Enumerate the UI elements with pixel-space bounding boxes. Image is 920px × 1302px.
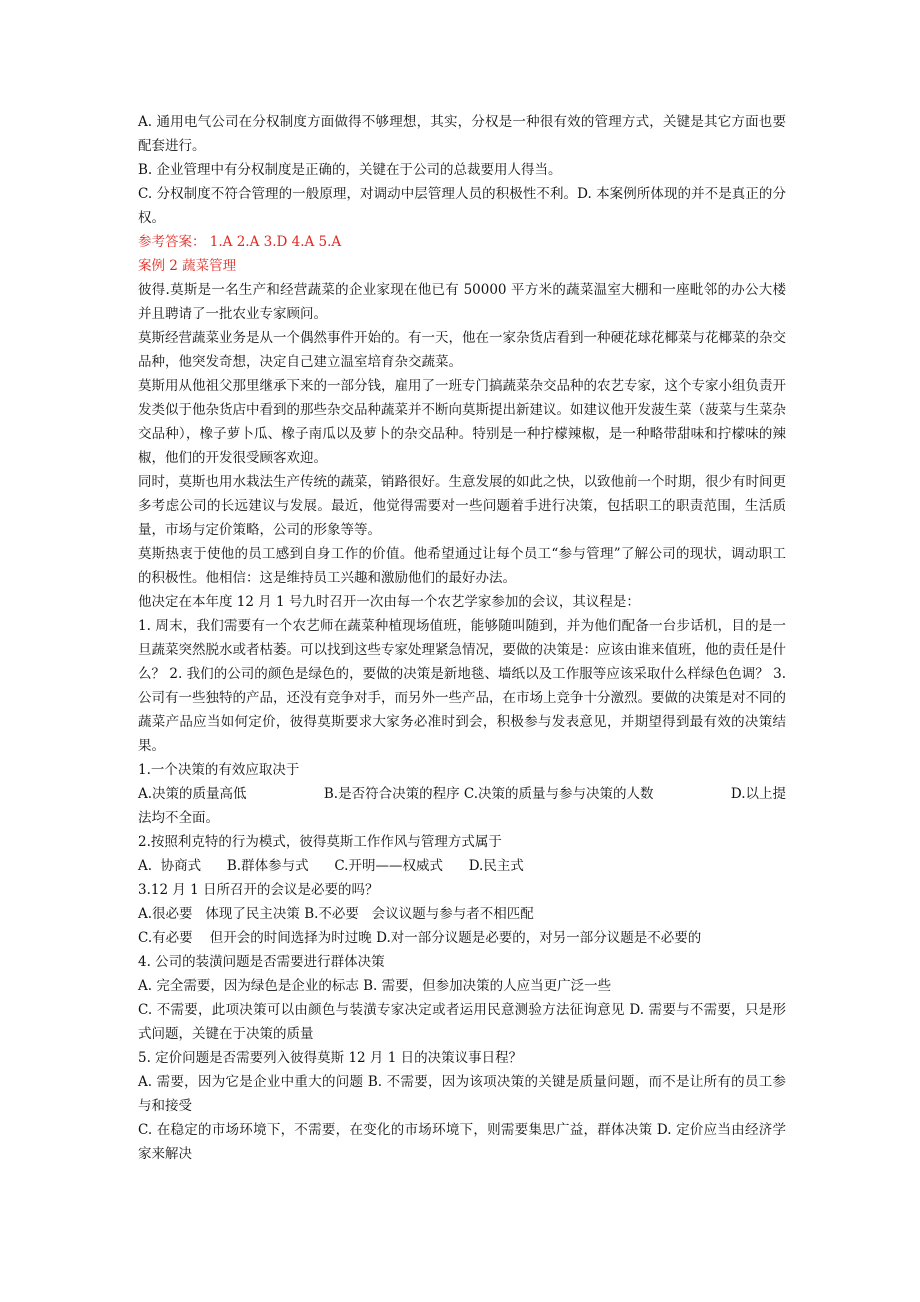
question-1-options [138, 782, 786, 806]
question-5-options-ab: A. 需要，因为它是企业中重大的问题 B. 不需要，因为该项决策的关键是质量问题，而不是让所有的员工参与和接受 [138, 1074, 786, 1114]
question-3-options-cd: C.有必要 但开会的时间选择为时过晚 D.对一部分议题是必要的，对另一部分议题是不必要的 [138, 930, 702, 946]
case2-paragraph-3: 莫斯用从他祖父那里继承下来的一部分钱，雇用了一班专门搞蔬菜杂交品种的农艺专家，这个专家小组负责开发类似于他杂货店中看到的那些杂交品种蔬菜并不断向莫斯提出新建议。如建议他开发菠生菜（菠菜与生菜杂交品种），橡子萝卜瓜、橡子南瓜以及萝卜的杂交品种。特别是一种拧檬辣椒，是一种略带甜味和拧檬味的辣椒，他们的开发很受顾客欢迎。 [138, 378, 786, 466]
case2-paragraph-5: 莫斯热衷于使他的员工感到自身工作的价值。他希望通过让每个员工“参与管理”了解公司的现状，调动职工的积极性。他相信：这是维持员工兴趣和激励他们的最好办法。 [138, 546, 786, 586]
question-1-stem: 1.一个决策的有效应取决于 [138, 762, 300, 778]
question-5-stem: 5. 定价问题是否需要列入彼得莫斯 12 月 1 日的决策议事日程？ [138, 1050, 523, 1066]
question-1-option-d-cont: 法均不全面。 [138, 810, 219, 826]
case1-option-b: B. 企业管理中有分权制度是正确的，关键在于公司的总裁要用人得当。 [138, 162, 562, 178]
case2-paragraph-1: 彼得.莫斯是一名生产和经营蔬菜的企业家现在他已有 50000 平方米的蔬菜温室大棚和一座毗邻的办公大楼并且聘请了一批农业专家顾问。 [138, 282, 786, 322]
question-4-options-cd: C. 不需要，此项决策可以由颜色与装潢专家决定或者运用民意测验方法征询意见 D. 需要与不需要，只是形式问题，关键在于决策的质量 [138, 1002, 786, 1042]
question-4-options-ab: A. 完全需要，因为绿色是企业的标志 B. 需要，但参加决策的人应当更广泛一些 [138, 978, 612, 994]
question-4-stem: 4. 公司的装潢问题是否需要进行群体决策 [138, 954, 385, 970]
case2-paragraph-2: 莫斯经营蔬菜业务是从一个偶然事件开始的。有一天，他在一家杂货店看到一种硬花球花椰菜与花椰菜的杂交品种，他突发奇想，决定自己建立温室培育杂交蔬菜。 [138, 330, 786, 370]
question-1-option-a: A.决策的质量高低 [138, 786, 247, 802]
case2-paragraph-6: 他决定在本年度 12 月 1 号九时召开一次由每一个农艺学家参加的会议，其议程是： [138, 594, 640, 610]
question-1-option-d: D.以上提 [730, 786, 786, 802]
question-3-stem: 3.12 月 1 日所召开的会议是必要的吗？ [138, 882, 379, 898]
answer-key: 参考答案： 1.A 2.A 3.D 4.A 5.A [138, 234, 342, 250]
question-3-options-ab: A.很必要 体现了民主决策 B.不必要 会议议题与参与者不相匹配 [138, 906, 534, 922]
question-2-stem: 2.按照利克特的行为模式，彼得莫斯工作作风与管理方式属于 [138, 834, 502, 850]
question-5-options-cd: C. 在稳定的市场环境下，不需要，在变化的市场环境下，则需要集思广益，群体决策 D. 定价应当由经济学家来解决 [138, 1122, 786, 1162]
case1-option-a: A. 通用电气公司在分权制度方面做得不够理想，其实，分权是一种很有效的管理方式，关键是其它方面也要配套进行。 [138, 114, 786, 154]
question-1-option-bc: B.是否符合决策的程序 C.决策的质量与参与决策的人数 [323, 786, 654, 802]
case2-agenda: 1. 周末，我们需要有一个农艺师在蔬菜种植现场值班，能够随叫随到，并为他们配备一台步话机，目的是一旦蔬菜突然脱水或者枯萎。可以找到这些专家处理紧急情况，要做的决策是：应该由谁来值班，他的责任是什么？ 2. 我们的公司的颜色是绿色的，要做的决策是新地毯、墙纸以及工作服等应该采取什么样绿色色调？ 3. 公司有一些独特的产品，还没有竞争对手，而另外一些产品，在市场上竞争十分激烈。要做的决策是对不同的蔬菜产品应当如何定价，彼得莫斯要求大家务必准时到会，积极参与发表意见，并期望得到最有效的决策结果。 [138, 618, 786, 754]
question-2-options: A. 协商式 B.群体参与式 C.开明——权威式 D.民主式 [138, 858, 524, 874]
document-page [138, 110, 786, 1166]
case2-title: 案例 2 蔬菜管理 [138, 258, 237, 274]
case2-paragraph-4: 同时，莫斯也用水栽法生产传统的蔬菜，销路很好。生意发展的如此之快，以致他前一个时期，很少有时间更多考虑公司的长远建议与发展。最近，他觉得需要对一些问题着手进行决策，包括职工的职责范围，生活质量，市场与定价策略，公司的形象等等。 [138, 474, 786, 538]
case1-option-cd: C. 分权制度不符合管理的一般原理，对调动中层管理人员的积极性不利。D. 本案例所体现的并不是真正的分权。 [138, 186, 786, 226]
